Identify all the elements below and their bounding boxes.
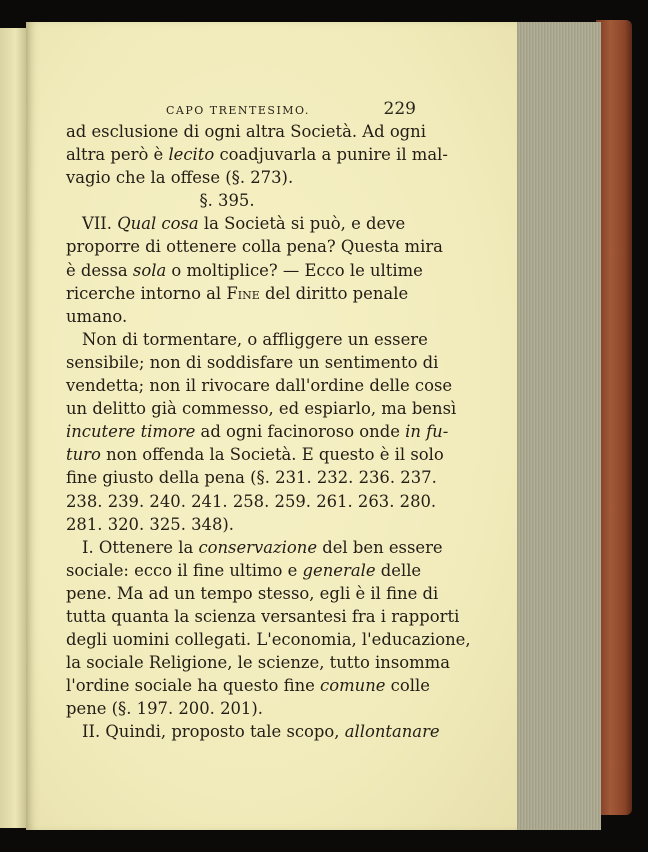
- text-segment: colle: [385, 676, 430, 696]
- text-segment: ad ogni facinoroso onde: [195, 422, 406, 442]
- text-segment: 238. 239. 240. 241. 258. 259. 261. 263. 280.: [66, 491, 437, 511]
- page-number: 229: [383, 99, 416, 119]
- text-segment: Non di tormentare, o affliggere un essere: [82, 329, 428, 349]
- text-line: [66, 328, 428, 351]
- text-segment: sociale: ecco il fine ultimo e: [66, 560, 303, 580]
- text-line: [66, 720, 440, 743]
- text-line: [66, 235, 443, 258]
- text-line: [66, 536, 443, 559]
- text-line: [66, 513, 388, 536]
- text-segment: umano.: [66, 306, 128, 326]
- text-segment: del diritto penale: [259, 283, 409, 303]
- italic-text: in fu-: [405, 422, 449, 442]
- text-segment: è dessa: [66, 260, 133, 280]
- text-line: [66, 582, 439, 605]
- text-line: [66, 628, 471, 651]
- text-segment: fine giusto della pena (§. 231. 232. 236. 237.: [66, 468, 437, 488]
- text-line: [66, 674, 430, 697]
- text-segment: tutta quanta la scienza versantesi fra i rapporti: [66, 606, 460, 626]
- text-line: [66, 143, 448, 166]
- text-line: [66, 351, 439, 374]
- text-line: [66, 305, 388, 328]
- text-segment: sensibile; non di soddisfare un sentimento di: [66, 352, 439, 372]
- text-line: [66, 259, 423, 282]
- text-line: [66, 443, 444, 466]
- page-edges: [515, 22, 601, 830]
- text-segment: degli uomini collegati. L'economia, l'educazione,: [66, 630, 471, 650]
- text-segment: VII.: [82, 214, 118, 234]
- text-segment: I. Ottenere la: [82, 537, 199, 557]
- text-segment: altra però è: [66, 145, 169, 165]
- text-segment: o moltiplice? — Ecco le ultime: [166, 260, 423, 280]
- text-segment: II. Quindi, proposto tale scopo,: [82, 722, 345, 742]
- text-line: [66, 420, 449, 443]
- text-segment: pene. Ma ad un tempo stesso, egli è il fine di: [66, 583, 439, 603]
- text-line: [66, 697, 388, 720]
- text-segment: vagio che la offese (§. 273).: [66, 168, 294, 188]
- text-segment: ad esclusione di ogni altra Società. Ad ogni: [66, 122, 426, 141]
- text-line: [66, 120, 426, 143]
- running-header: [166, 99, 416, 119]
- text-line: [66, 374, 453, 397]
- italic-text: Qual cosa: [117, 214, 199, 234]
- text-segment: la Società si può, e deve: [198, 214, 406, 234]
- text-segment: la sociale Religione, le scienze, tutto insomma: [66, 653, 450, 673]
- text-segment: non offenda la Società. E questo è il solo: [100, 445, 444, 465]
- running-title: CAPO TRENTESIMO.: [166, 104, 310, 117]
- text-segment: 281. 320. 325. 348).: [66, 514, 235, 534]
- text-line: [66, 397, 457, 420]
- book-cover: [596, 20, 632, 815]
- italic-text: allontanare: [344, 722, 440, 742]
- text-line: [66, 166, 388, 189]
- small-caps-text: Fine: [226, 283, 260, 303]
- text-segment: coadjuvarla a punire il mal-: [214, 145, 448, 165]
- italic-text: turo: [66, 445, 101, 465]
- page-body-text: [66, 120, 471, 744]
- text-segment: proporre di ottenere colla pena? Questa mira: [66, 237, 443, 257]
- text-line: [66, 605, 460, 628]
- italic-text: generale: [302, 560, 376, 580]
- italic-text: lecito: [168, 145, 215, 165]
- text-segment: l'ordine sociale ha questo fine: [66, 676, 321, 696]
- text-segment: delle: [375, 560, 422, 580]
- italic-text: incutere timore: [66, 422, 196, 442]
- italic-text: conservazione: [198, 537, 318, 557]
- italic-text: comune: [320, 676, 386, 696]
- book-page: [26, 22, 517, 830]
- italic-text: sola: [132, 260, 167, 280]
- text-segment: vendetta; non il rivocare dall'ordine delle cose: [66, 376, 453, 396]
- text-line: [66, 559, 422, 582]
- text-segment: del ben essere: [317, 537, 443, 557]
- text-segment: pene (§. 197. 200. 201).: [66, 699, 263, 719]
- text-segment: un delitto già commesso, ed espiarlo, ma bensì: [66, 399, 457, 419]
- facing-page-edge: [0, 28, 26, 828]
- text-line: [66, 651, 450, 674]
- text-line: [66, 189, 388, 212]
- text-line: [66, 466, 437, 489]
- text-line: [66, 282, 409, 305]
- text-line: [66, 212, 406, 235]
- text-segment: §. 395.: [199, 191, 255, 211]
- text-line: [66, 490, 437, 513]
- text-segment: ricerche intorno al: [66, 283, 227, 303]
